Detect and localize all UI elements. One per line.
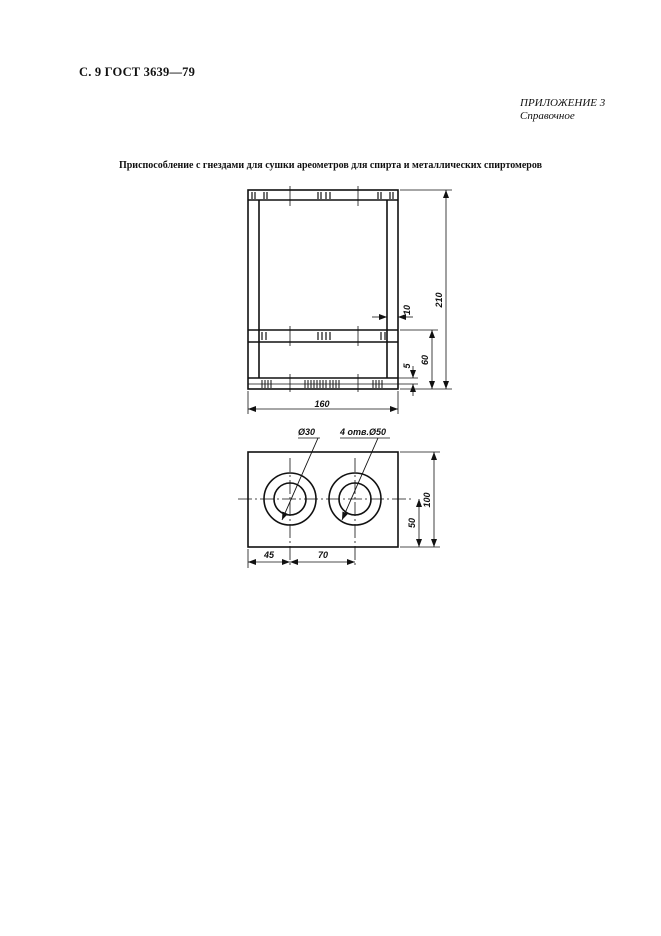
top-board-slots <box>252 186 393 206</box>
page-header: С. 9 ГОСТ 3639—79 <box>79 65 196 79</box>
plan-view <box>238 438 440 568</box>
dim-label-70: 70 <box>317 550 329 560</box>
appendix-subtitle: Справочное <box>520 110 575 122</box>
appendix-title: ПРИЛОЖЕНИЕ 3 <box>520 97 606 109</box>
leader-hole-diag <box>282 438 318 520</box>
dim-label-100: 100 <box>422 492 432 508</box>
dim-label-60: 60 <box>420 354 430 366</box>
board-outline <box>248 452 398 547</box>
dim-height-100 <box>400 452 440 547</box>
dim-base-5 <box>398 366 418 396</box>
dim-label-holes: 4 отв.Ø50 <box>340 427 386 437</box>
shelf-slots <box>262 326 385 346</box>
dim-label-50: 50 <box>407 517 417 529</box>
dim-shelf-60 <box>400 330 438 389</box>
dim-label-160: 160 <box>314 399 330 409</box>
side-view <box>248 186 452 414</box>
dim-label-10: 10 <box>402 304 412 316</box>
frame-outline <box>248 190 398 389</box>
dim-label-210: 210 <box>434 292 444 308</box>
dim-label-hole: Ø30 <box>298 427 316 437</box>
dim-label-45: 45 <box>263 550 275 560</box>
dim-label-5: 5 <box>402 363 412 369</box>
figure-caption: Приспособление с гнездами для сушки ареометров для спирта и металлических спиртомеров <box>118 160 543 171</box>
